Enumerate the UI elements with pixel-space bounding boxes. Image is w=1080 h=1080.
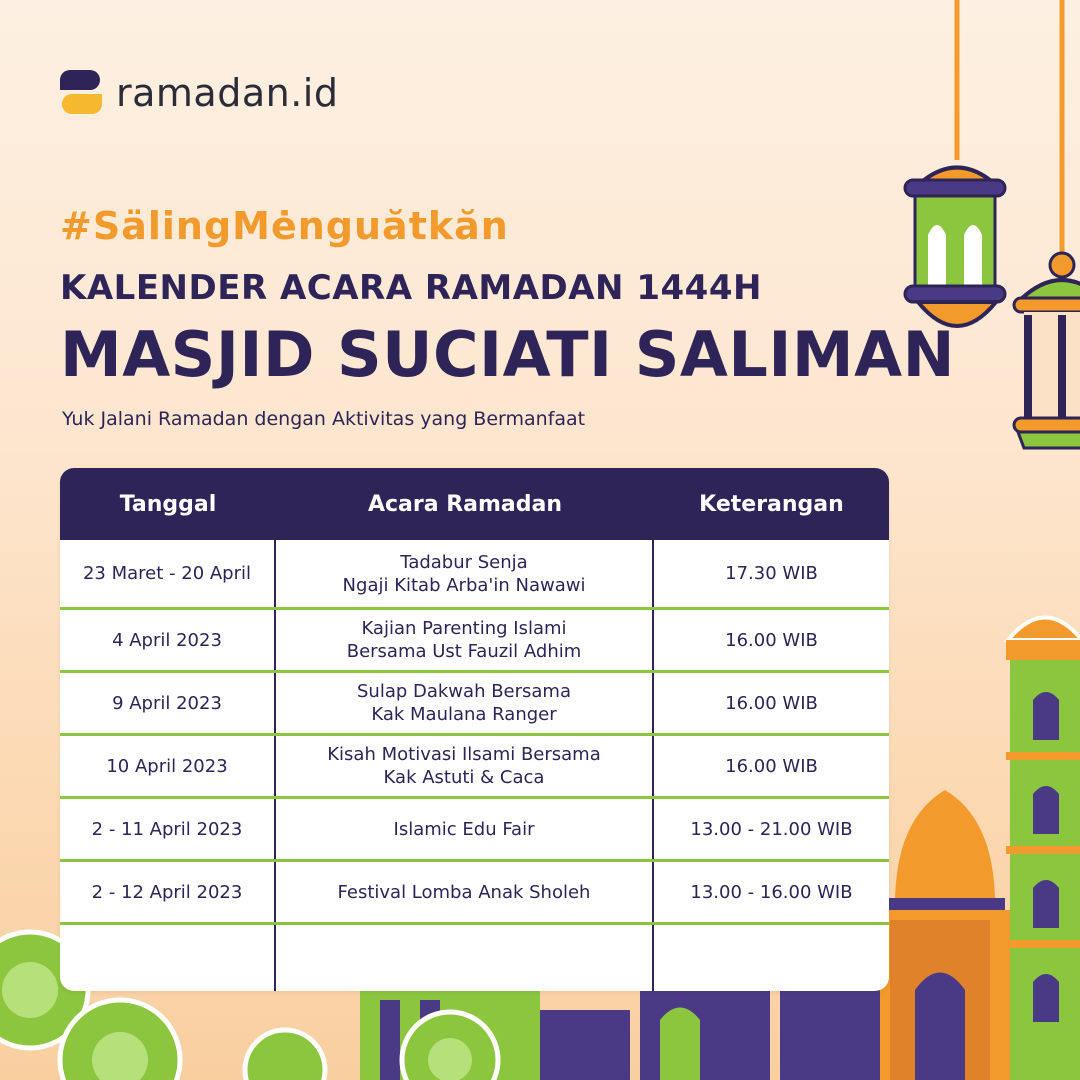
event-line: Kak Maulana Ranger: [371, 704, 557, 725]
event-line: Sulap Dakwah Bersama: [356, 681, 571, 702]
row-note: 13.00 - 16.00 WIB: [690, 881, 853, 903]
row-note: 16.00 WIB: [725, 755, 818, 777]
table-row: [60, 540, 889, 610]
row-event: [276, 862, 654, 922]
row-date: [60, 925, 276, 991]
page-title: MASJID SUCIATI SALIMAN: [60, 318, 955, 391]
row-date: 2 - 11 April 2023: [60, 799, 276, 859]
page-subtitle: KALENDER ACARA RAMADAN 1444H: [60, 268, 762, 308]
tagline: Yuk Jalani Ramadan dengan Aktivitas yang Bermanfaat: [62, 408, 586, 430]
table-row: [60, 673, 889, 736]
event-line: Islamic Edu Fair: [393, 818, 535, 840]
row-note: [654, 925, 889, 991]
row-note: 16.00 WIB: [725, 692, 818, 714]
table-row: [60, 610, 889, 673]
header-keterangan: Keterangan: [699, 491, 844, 517]
row-date: 4 April 2023: [60, 610, 276, 670]
table-row: [60, 736, 889, 799]
row-event: [276, 673, 654, 733]
lantern-icon: [1014, 0, 1080, 448]
row-event: [276, 540, 654, 607]
header-acara: Acara Ramadan: [367, 491, 563, 517]
table-header: [60, 468, 889, 540]
row-date: 23 Maret - 20 April: [60, 540, 276, 607]
event-line: Bersama Ust Fauzil Adhim: [346, 641, 582, 662]
row-date: 9 April 2023: [60, 673, 276, 733]
row-note: 13.00 - 21.00 WIB: [690, 818, 853, 840]
event-line: Festival Lomba Anak Sholeh: [337, 881, 591, 903]
row-note: 17.30 WIB: [725, 563, 818, 584]
row-event: [276, 736, 654, 796]
event-line: Tadabur Senja: [400, 551, 528, 573]
row-event: [276, 610, 654, 670]
event-line: Ngaji Kitab Arba'in Nawawi: [342, 574, 586, 596]
events-table: [60, 468, 889, 991]
brand-name: ramadan.id: [116, 71, 339, 115]
brand-logo: [60, 70, 338, 116]
row-event: [276, 925, 654, 991]
row-date: 2 - 12 April 2023: [60, 862, 276, 922]
row-note: 16.00 WIB: [725, 629, 818, 651]
table-row: [60, 862, 889, 925]
table-row: [60, 799, 889, 862]
header-tanggal: Tanggal: [119, 491, 217, 517]
event-line: Kisah Motivasi Ilsami Bersama: [327, 744, 601, 765]
table-row: [60, 925, 889, 991]
row-date: 10 April 2023: [60, 736, 276, 796]
row-event: [276, 799, 654, 859]
event-line: Kak Astuti & Caca: [383, 767, 545, 788]
hashtag: #SälingMėnguătkăn: [60, 204, 509, 248]
lantern-icon: [905, 0, 1005, 326]
ramadan-logo-icon: [60, 70, 104, 116]
event-line: Kajian Parenting Islami: [361, 618, 567, 639]
